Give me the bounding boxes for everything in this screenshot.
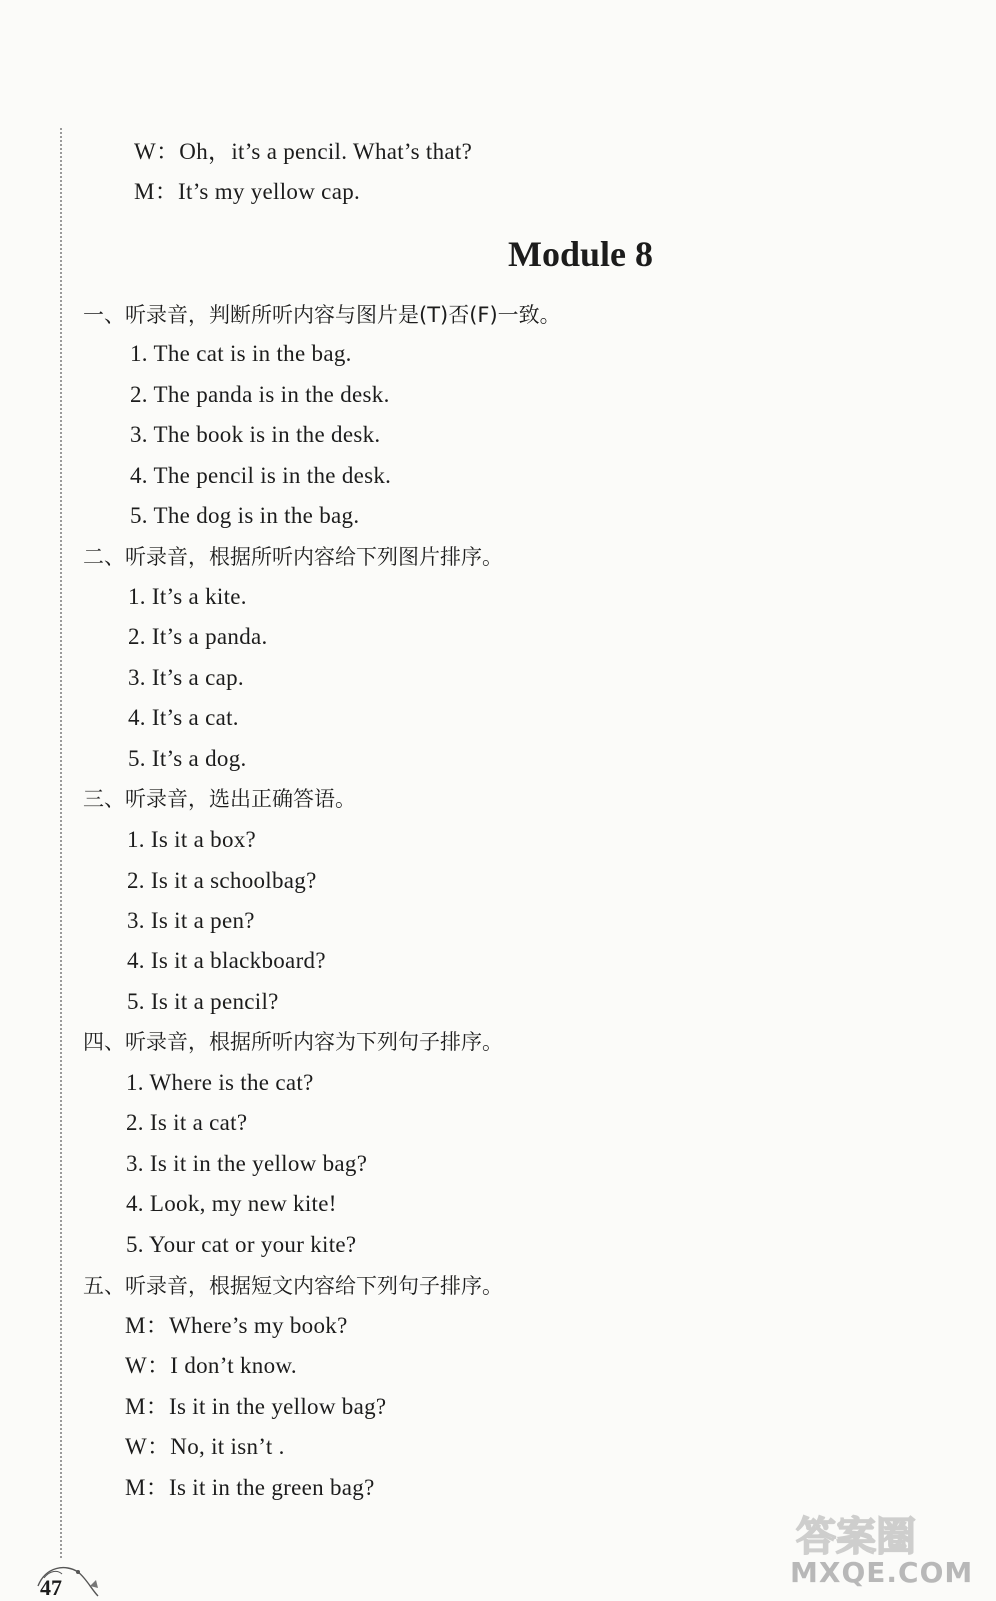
section-1-item-2: 2. The panda is in the desk. xyxy=(130,382,390,407)
svg-text:答案圈: 答案圈 xyxy=(796,1514,916,1558)
section-3-item-4: 4. Is it a blackboard? xyxy=(127,948,326,973)
section-4-heading: 四、听录音，根据所听内容为下列句子排序。 xyxy=(83,1030,503,1054)
section-1-item-3: 3. The book is in the desk. xyxy=(130,422,381,447)
section-2-heading: 二、听录音，根据所听内容给下列图片排序。 xyxy=(83,545,503,569)
section-5-line-4: W：No, it isn’t . xyxy=(125,1434,285,1459)
module-title: Module 8 xyxy=(508,234,654,274)
section-1-item-5: 5. The dog is in the bag. xyxy=(130,503,360,528)
page-number: 47 xyxy=(40,1575,62,1600)
section-2-item-4: 4. It’s a cat. xyxy=(128,705,239,730)
margin-dotted-rule xyxy=(60,128,62,1558)
section-4-item-4: 4. Look, my new kite! xyxy=(126,1191,337,1216)
section-3-item-2: 2. Is it a schoolbag? xyxy=(127,868,317,893)
section-5-line-3: M：Is it in the yellow bag? xyxy=(125,1394,387,1419)
section-2-item-2: 2. It’s a panda. xyxy=(128,624,268,649)
section-4-item-2: 2. Is it a cat? xyxy=(126,1110,248,1135)
section-5-line-1: M：Where’s my book? xyxy=(125,1313,348,1338)
watermark-url: MXQE.COM xyxy=(790,1556,974,1589)
section-4-item-1: 1. Where is the cat? xyxy=(126,1070,314,1095)
section-2-item-1: 1. It’s a kite. xyxy=(128,584,247,609)
intro-line-1: W：Oh，it’s a pencil. What’s that? xyxy=(134,139,473,164)
section-1-heading: 一、听录音，判断所听内容与图片是(T)否(F)一致。 xyxy=(83,303,561,327)
section-4-item-3: 3. Is it in the yellow bag? xyxy=(126,1151,368,1176)
section-1-item-1: 1. The cat is in the bag. xyxy=(130,341,352,366)
section-5-line-2: W：I don’t know. xyxy=(125,1353,297,1378)
intro-line-2: M：It’s my yellow cap. xyxy=(134,179,361,204)
watermark-logo-icon xyxy=(792,1510,962,1558)
section-5-line-5: M：Is it in the green bag? xyxy=(125,1475,375,1500)
section-3-item-3: 3. Is it a pen? xyxy=(127,908,255,933)
section-2-item-3: 3. It’s a cap. xyxy=(128,665,244,690)
section-3-item-1: 1. Is it a box? xyxy=(127,827,257,852)
section-2-item-5: 5. It’s a dog. xyxy=(128,746,247,771)
section-4-item-5: 5. Your cat or your kite? xyxy=(126,1232,357,1257)
section-3-heading: 三、听录音，选出正确答语。 xyxy=(83,787,356,811)
section-1-item-4: 4. The pencil is in the desk. xyxy=(130,463,392,488)
section-5-heading: 五、听录音，根据短文内容给下列句子排序。 xyxy=(83,1274,503,1298)
section-3-item-5: 5. Is it a pencil? xyxy=(127,989,279,1014)
